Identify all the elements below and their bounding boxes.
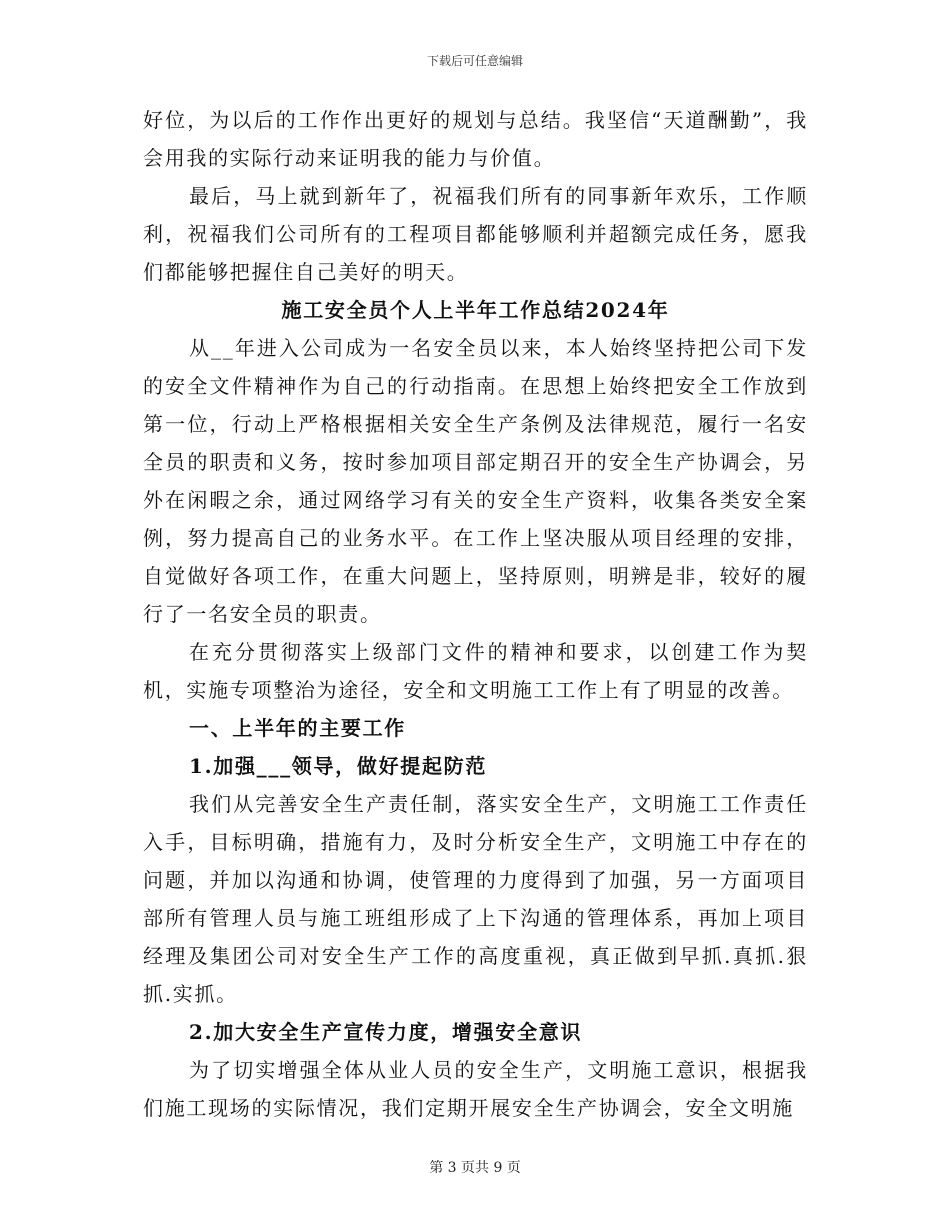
- heading-item-1: 1.加强___领导，做好提起防范: [189, 754, 488, 778]
- heading-main-work: 一、上半年的主要工作: [189, 716, 406, 740]
- paragraph-continuation: 好位，为以后的工作作出更好的规划与总结。我坚信“天道酬勤”，我会用我的实际行动来证明我的能力与价值。: [143, 108, 808, 170]
- paragraph-summary: 在充分贯彻落实上级部门文件的精神和要求，以创建工作为契机，实施专项整治为途径，安全和文明施工工作上有了明显的改善。: [143, 640, 808, 702]
- paragraph-item-1: 我们从完善安全生产责任制，落实安全生产，文明施工工作责任入手，目标明确，措施有力，及时分析安全生产，文明施工中存在的问题，并加以沟通和协调，使管理的力度得到了加强，另一方面项目部所有管理人员与施工班组形成了上下沟通的管理体系，再加上项目经理及集团公司对安全生产工作的高度重视，真正做到早抓.真抓.狠抓.实抓。: [143, 792, 808, 1006]
- heading-item-2: 2.加大安全生产宣传力度，增强安全意识: [189, 1020, 583, 1044]
- page-footer: 第 3 页共 9 页: [429, 1160, 521, 1176]
- document-body: [143, 101, 808, 1127]
- page-header: 下载后可任意编辑: [426, 54, 523, 68]
- paragraph-item-2: 为了切实增强全体从业人员的安全生产，文明施工意识，根据我们施工现场的实际情况，我们定期开展安全生产协调会，安全文明施: [143, 1058, 808, 1120]
- section-title: 施工安全员个人上半年工作总结2024年: [281, 298, 670, 322]
- paragraph-closing: 最后，马上就到新年了，祝福我们所有的同事新年欢乐，工作顺利，祝福我们公司所有的工程项目都能够顺利并超额完成任务，愿我们都能够把握住自己美好的明天。: [143, 184, 808, 284]
- paragraph-intro: 从__年进入公司成为一名安全员以来，本人始终坚持把公司下发的安全文件精神作为自己的行动指南。在思想上始终把安全工作放到第一位，行动上严格根据相关安全生产条例及法律规范，履行一名安全员的职责和义务，按时参加项目部定期召开的安全生产协调会，另外在闲暇之余，通过网络学习有关的安全生产资料，收集各类安全案例，努力提高自己的业务水平。在工作上坚决服从项目经理的安排，自觉做好各项工作，在重大问题上，坚持原则，明辨是非，较好的履行了一名安全员的职责。: [143, 336, 808, 626]
